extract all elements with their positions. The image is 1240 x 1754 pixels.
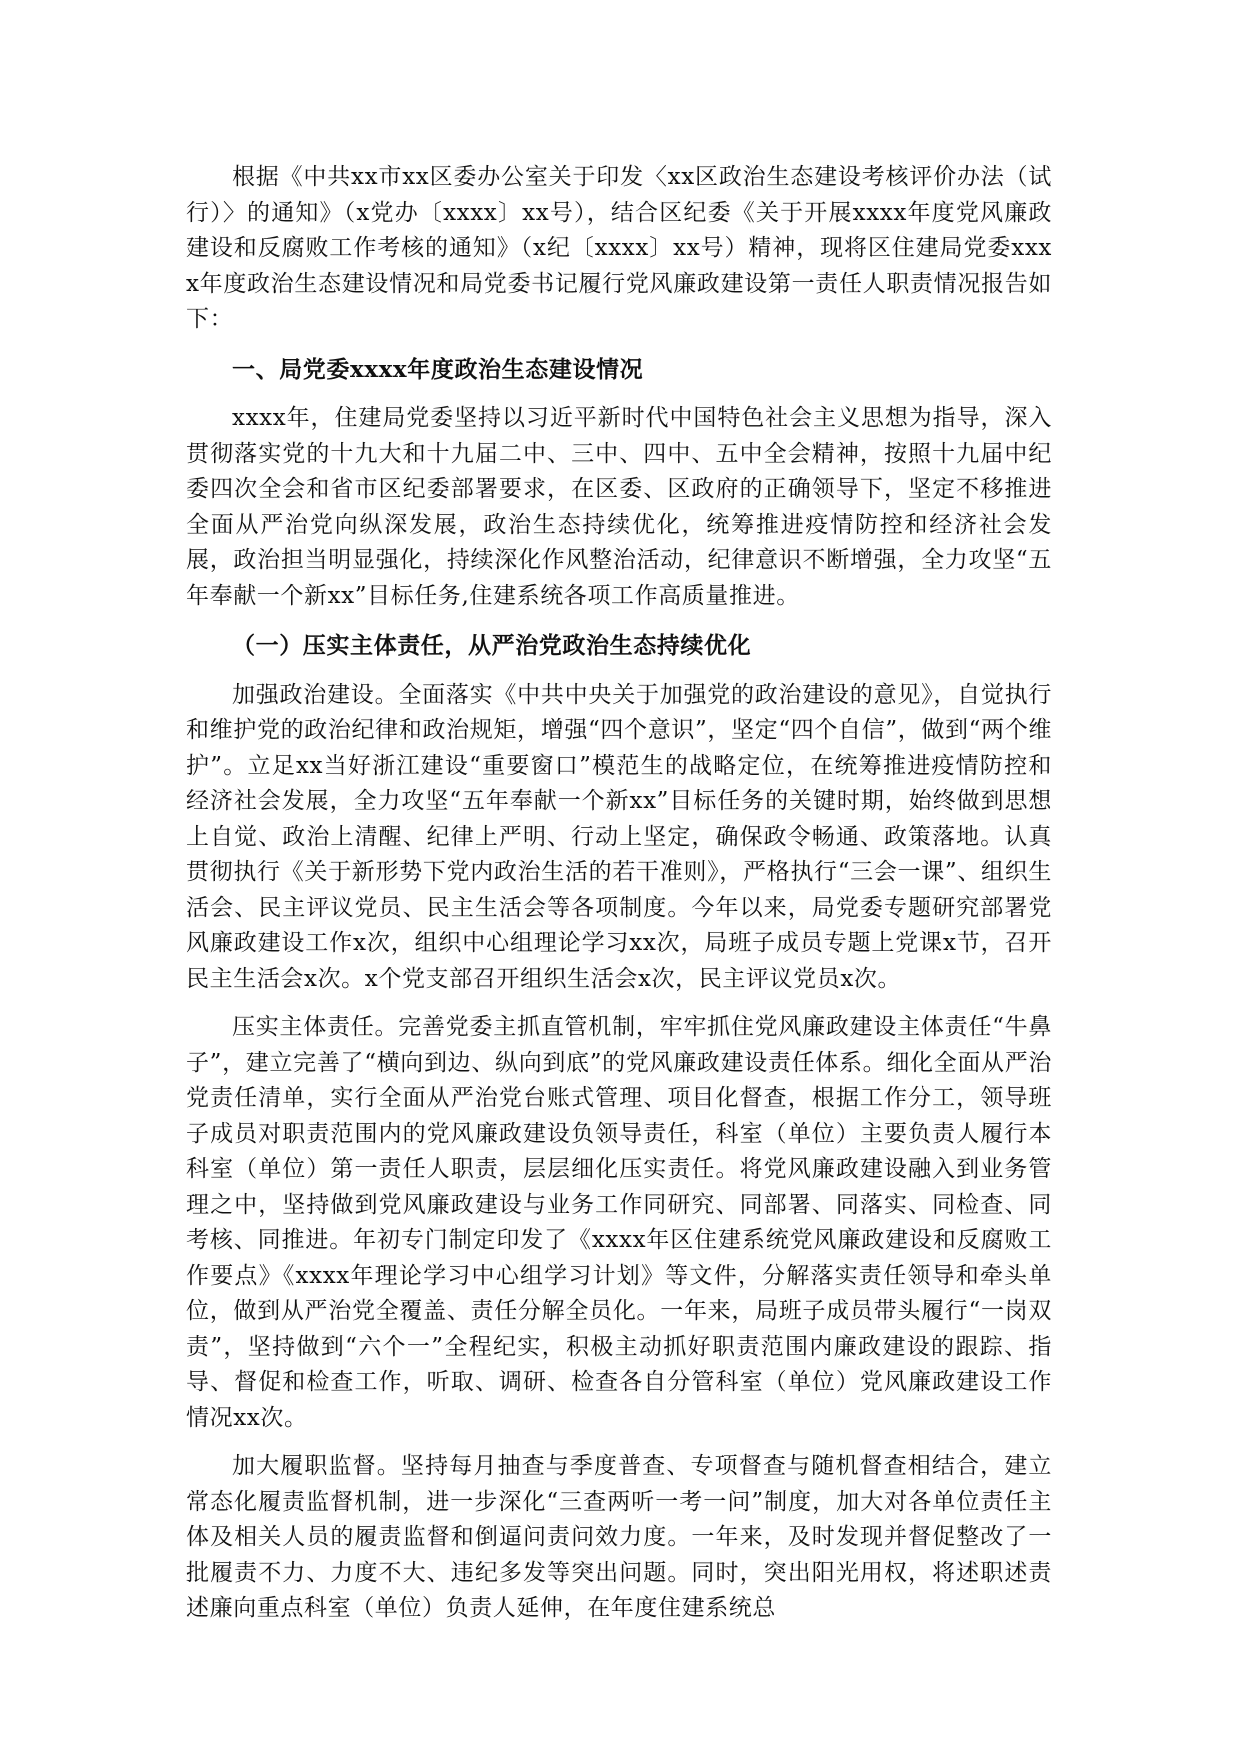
section-heading-1: 一、局党委xxxx年度政治生态建设情况	[232, 355, 644, 383]
political-building-paragraph: 加强政治建设。全面落实《中共中央关于加强党的政治建设的意见》，自觉执行和维护党的政治纪律和政治规矩，增强“四个意识”，坚定“四个自信”，做到“两个维护”。立足xx当好浙江建设“重要窗口”模范生的战略定位，在统筹推进疫情防控和经济社会发展，全力攻坚“五年奉献一个新xx”目标任务的关键时期，始终做到思想上自觉、政治上清醒、纪律上严明、行动上坚定，确保政令畅通、政策落地。认真贯彻执行《关于新形势下党内政治生活的若干准则》，严格执行“三会一课”、组织生活会、民主评议党员、民主生活会等各项制度。今年以来，局党委专题研究部署党风廉政建设工作x次，组织中心组理论学习xx次，局班子成员专题上党课x节，召开民主生活会x次。x个党支部召开组织生活会x次，民主评议党员x次。	[186, 681, 1052, 992]
responsibility-paragraph: 压实主体责任。完善党委主抓直管机制，牢牢抓住党风廉政建设主体责任“牛鼻子”，建立完善了“横向到边、纵向到底”的党风廉政建设责任体系。细化全面从严治党责任清单，实行全面从严治党台账式管理、项目化督查，根据工作分工，领导班子成员对职责范围内的党风廉政建设负领导责任，科室（单位）主要负责人履行本科室（单位）第一责任人职责，层层细化压实责任。将党风廉政建设融入到业务管理之中，坚持做到党风廉政建设与业务工作同研究、同部署、同落实、同检查、同考核、同推进。年初专门制定印发了《xxxx年区住建系统党风廉政建设和反腐败工作要点》《xxxx年理论学习中心组学习计划》等文件，分解落实责任领导和牵头单位，做到从严治党全覆盖、责任分解全员化。一年来，局班子成员带头履行“一岗双责”，坚持做到“六个一”全程纪实，积极主动抓好职责范围内廉政建设的跟踪、指导、督促和检查工作，听取、调研、检查各自分管科室（单位）党风廉政建设工作情况xx次。	[186, 1014, 1052, 1431]
supervision-paragraph: 加大履职监督。坚持每月抽查与季度普查、专项督查与随机督查相结合，建立常态化履责监督机制，进一步深化“三查两听一考一问”制度，加大对各单位责任主体及相关人员的履责监督和倒逼问责问效力度。一年来，及时发现并督促整改了一批履责不力、力度不大、违纪多发等突出问题。同时，突出阳光用权，将述职述责述廉向重点科室（单位）负责人延伸，在年度住建系统总	[186, 1453, 1052, 1621]
document-body	[186, 160, 1052, 1627]
section-1-paragraph: xxxx年，住建局党委坚持以习近平新时代中国特色社会主义思想为指导，深入贯彻落实党的十九大和十九届二中、三中、四中、五中全会精神，按照十九届中纪委四次全会和省市区纪委部署要求，在区委、区政府的正确领导下，坚定不移推进全面从严治党向纵深发展，政治生态持续优化，统筹推进疫情防控和经济社会发展，政治担当明显强化，持续深化作风整治活动，纪律意识不断增强，全力攻坚“五年奉献一个新xx”目标任务,住建系统各项工作高质量推进。	[186, 405, 1052, 609]
intro-paragraph: 根据《中共xx市xx区委办公室关于印发〈xx区政治生态建设考核评价办法（试行）〉的通知》（x党办〔xxxx〕xx号），结合区纪委《关于开展xxxx年度党风廉政建设和反腐败工作考核的通知》（x纪〔xxxx〕xx号）精神，现将区住建局党委xxxx年度政治生态建设情况和局党委书记履行党风廉政建设第一责任人职责情况报告如下：	[186, 164, 1052, 332]
subsection-heading-1: （一）压实主体责任，从严治党政治生态持续优化	[232, 632, 752, 659]
